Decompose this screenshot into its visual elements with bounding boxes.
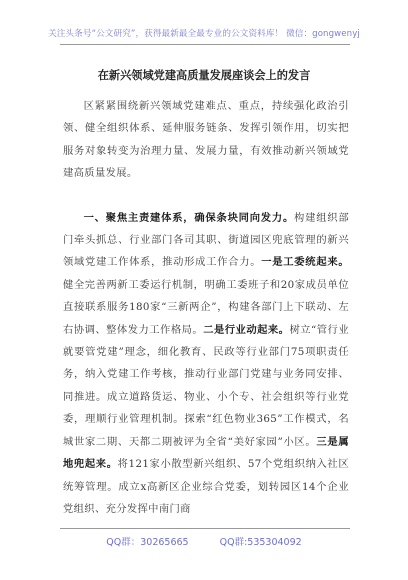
document-title: 在新兴领域党建高质量发展座谈会上的发言: [97, 68, 311, 82]
intro-paragraph: 区紧紧围绕新兴领域党建难点、重点，持续强化政治引领、健全组织体系、延伸服务链条、发挥引领作用，切实把服务对象转变为治理力量、发展力量，有效推动新兴领域党建高质量发展。: [63, 100, 349, 180]
footer-qq-group-2: QQ群:535304092: [219, 537, 302, 548]
footer: [0, 534, 408, 548]
section-one-paragraph: [63, 207, 349, 521]
footer-divider: [60, 528, 350, 529]
subpoint-two-text: 树立“管行业就要管党建”理念，细化教育、民政等行业部门75项职责任务，纳入党建工作考核，推动行业部门党建与业务同安排、同推进。成立道路货运、物业、小个专、社会组织等行业党委，理顺行业管理机制。探索“红色物业365”工作模式，名城世家二期、天都二期被评为全省“美好家园”小区。: [63, 323, 349, 448]
document-body: [63, 95, 349, 520]
section-one-text: 构建组织部门牵头抓总、行业部门各司其职、街道园区兜底管理的新兴领域党建工作体系，推动形成工作合力。: [63, 211, 349, 269]
subpoint-one-text: 健全完善两新工委运行机制，明确工委班子和20家成员单位直接联系服务180家“三新两企”，构建各部门上下联动、左右协调、整体发力工作格局。: [63, 278, 349, 336]
header-note: 关注头条号“公文研究”，获得最新最全最专业的公文资料库！ 微信：gongwenyj: [48, 29, 360, 39]
subpoint-two-heading: 二是行业动起来。: [203, 323, 290, 336]
subpoint-three-heading: 三是属地兜起来。: [63, 435, 349, 471]
header-divider: [60, 44, 350, 45]
section-one-heading: 一、聚焦主责建体系，确保条块同向发力。: [83, 211, 295, 224]
subpoint-three-text: 将121家小散型新兴组织、57个党组织纳入社区统筹管理。成立x高新区企业综合党委，划转园区14个企业党组织、充分发挥中南门商: [63, 458, 350, 515]
subpoint-one-heading: 一是工委统起来。: [261, 256, 349, 269]
footer-qq-group-1: QQ群：30265665: [106, 537, 189, 548]
